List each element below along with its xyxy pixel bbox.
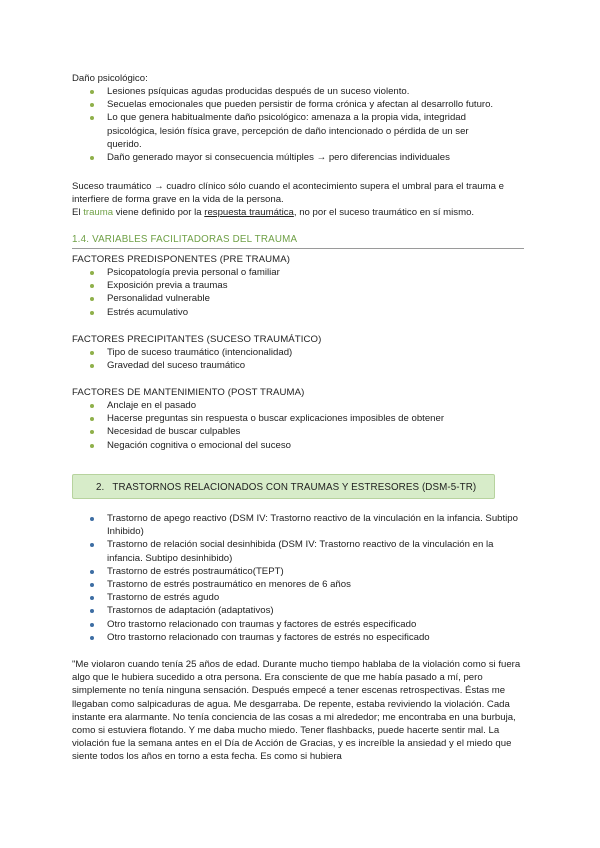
testimony-quote: "Me violaron cuando tenía 25 años de edad. Durante mucho tiempo hablaba de la violación como si fuera algo que le hubiera sucedido a otra persona. Era consciente de que me había pasado a mí, pero simplemente no tenía ninguna sensación. Después empecé a tener escenas retrospectivas. Éstas me llegaban como salpicaduras de agua. Me desgarraba. De repente, estaba reviviendo la violación. Cada instante era alarmante. No tenía conciencia de las cosas a mi alrededor; me encontraba en una burbuja, como si estuviera flotando. Y me daba mucho miedo. Tener flashbacks, puede hacerte sentir mal. La violación fue la semana antes en el Día de Acción de Gracias, y es increíble la ansiedad y el miedo que siente todos los años en torno a esta fecha. Es como si hubiera	[72, 659, 521, 763]
bullet-icon	[90, 116, 94, 120]
bullet-icon	[90, 271, 94, 275]
list-item: Trastornos de adaptación (adaptativos)	[72, 604, 530, 617]
list-item: Hacerse preguntas sin respuesta o buscar explicaciones imposibles de obtener	[72, 412, 530, 425]
bullet-icon	[90, 311, 94, 315]
list-item: Necesidad de buscar culpables	[72, 425, 530, 438]
mantenimiento-list	[72, 399, 530, 452]
list-item: Trastorno de estrés postraumático en menores de 6 años	[72, 578, 530, 591]
trastornos-list	[72, 512, 530, 644]
respuesta-keyword: respuesta traumática	[204, 207, 294, 218]
bullet-icon	[90, 609, 94, 613]
section-2-header	[72, 474, 495, 499]
bullet-icon	[90, 596, 94, 600]
section-2-title: TRASTORNOS RELACIONADOS CON TRAUMAS Y ESTRESORES (DSM-5-TR)	[112, 482, 477, 493]
mantenimiento-heading: FACTORES DE MANTENIMIENTO (POST TRAUMA)	[72, 387, 305, 398]
list-item: Trastorno de relación social desinhibida (DSM IV: Trastorno reactivo de la vinculación en la infancia. Subtipo desinhibido)	[72, 538, 530, 564]
bullet-icon	[90, 364, 94, 368]
list-item: Personalidad vulnerable	[72, 292, 530, 305]
bullet-icon	[90, 90, 94, 94]
list-item: Secuelas emocionales que pueden persistir de forma crónica y afectan al desarrollo futuro.	[72, 98, 530, 111]
list-item: Negación cognitiva o emocional del suceso	[72, 439, 530, 452]
bullet-icon	[90, 543, 94, 547]
section-divider	[72, 248, 524, 249]
bullet-icon	[90, 430, 94, 434]
list-item: Otro trastorno relacionado con traumas y factores de estrés no especificado	[72, 631, 530, 644]
section-title-1-4: 1.4. VARIABLES FACILITADORAS DEL TRAUMA	[72, 234, 298, 245]
bullet-icon	[90, 570, 94, 574]
trauma-definition: El trauma viene definido por la respuesta traumática, no por el suceso traumático en sí mismo.	[72, 207, 475, 218]
list-item: Psicopatología previa personal o familiar	[72, 266, 530, 279]
list-item: Trastorno de apego reactivo (DSM IV: Trastorno reactivo de la vinculación en la infancia. Subtipo Inhibido)	[72, 512, 530, 538]
list-item: Estrés acumulativo	[72, 306, 530, 319]
list-item: Lesiones psíquicas agudas producidas después de un suceso violento.	[72, 85, 530, 98]
predisponentes-list	[72, 266, 530, 319]
bullet-icon	[90, 404, 94, 408]
bullet-icon	[90, 351, 94, 355]
precipitantes-heading: FACTORES PRECIPITANTES (SUCESO TRAUMÁTICO)	[72, 334, 322, 345]
list-item: Trastorno de estrés postraumático(TEPT)	[72, 565, 530, 578]
precipitantes-list	[72, 346, 530, 372]
bullet-icon	[90, 636, 94, 640]
trauma-keyword: trauma	[83, 207, 114, 218]
list-item: Daño generado mayor si consecuencia múltiples → pero diferencias individuales	[72, 151, 530, 164]
section-2-number: 2.	[96, 482, 105, 493]
list-item: Trastorno de estrés agudo	[72, 591, 530, 604]
list-item: Gravedad del suceso traumático	[72, 359, 530, 372]
list-item: Lo que genera habitualmente daño psicológico: amenaza a la propia vida, integridad psicológica, lesión física grave, percepción de daño intencionado o pérdida de un ser querido.	[72, 111, 530, 151]
dano-title: Daño psicológico:	[72, 73, 148, 84]
bullet-icon	[90, 156, 94, 160]
predisponentes-heading: FACTORES PREDISPONENTES (PRE TRAUMA)	[72, 254, 291, 265]
bullet-icon	[90, 417, 94, 421]
dano-list	[72, 85, 530, 164]
bullet-icon	[90, 583, 94, 587]
suceso-paragraph: Suceso traumático → cuadro clínico sólo cuando el acontecimiento supera el umbral para el trauma e interfiere de forma grave en la vida de la persona.	[72, 181, 504, 206]
bullet-icon	[90, 517, 94, 521]
list-item: Otro trastorno relacionado con traumas y factores de estrés especificado	[72, 618, 530, 631]
bullet-icon	[90, 297, 94, 301]
bullet-icon	[90, 623, 94, 627]
list-item: Tipo de suceso traumático (intencionalidad)	[72, 346, 530, 359]
bullet-icon	[90, 103, 94, 107]
bullet-icon	[90, 444, 94, 448]
bullet-icon	[90, 284, 94, 288]
list-item: Exposición previa a traumas	[72, 279, 530, 292]
list-item: Anclaje en el pasado	[72, 399, 530, 412]
